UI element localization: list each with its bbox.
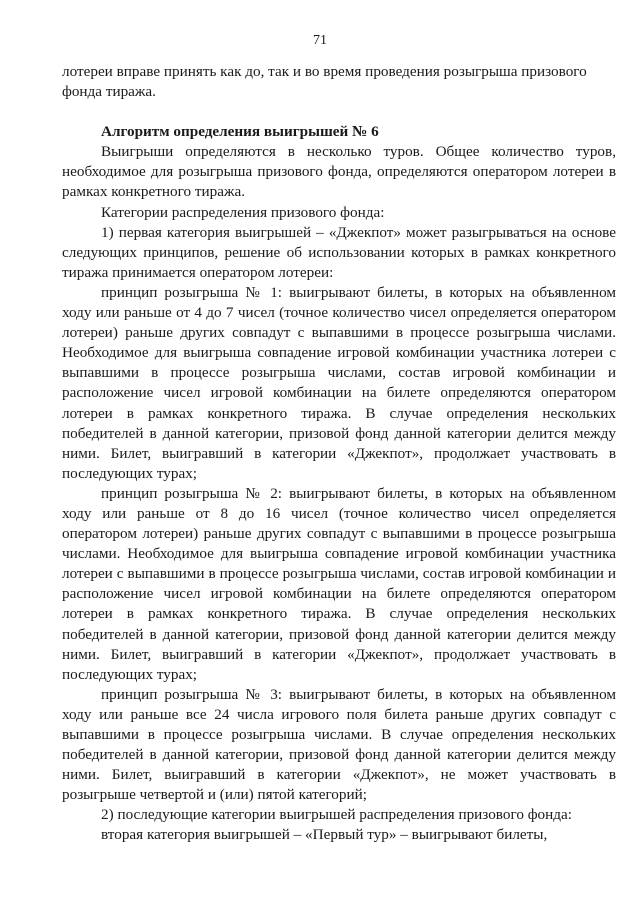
page-number: 71 — [313, 33, 327, 48]
paragraph-principle-1: принцип розыгрыша № 1: выигрывают билеты, в которых на объявленном ходу или раньше от 4 до 7 чисел (точное количество чисел определяется оператором лотереи) раньше других совпадут с выпавшими в процессе розыгрыша числами. Необходимое для выигрыша совпадение игровой комбинации участника лотереи с выпавшими в процессе розыгрыша числами, состав игровой комбинации и расположение чисел игровой комбинации на билете определяются оператором лотереи в рамках конкретного тиража. В случае определения нескольких победителей в данной категории, призовой фонд данной категории делится между ними. Билет, выигравший в категории «Джекпот», продолжает участвовать в последующих турах; — [62, 283, 616, 482]
paragraph-principle-2: принцип розыгрыша № 2: выигрывают билеты, в которых на объявленном ходу или раньше от 8 до 16 чисел (точное количество чисел определяется оператором лотереи) раньше других совпадут с выпавшими в процессе розыгрыша числами. Необходимое для выигрыша совпадение игровой комбинации участника лотереи с выпавшими в процессе розыгрыша числами, состав игровой комбинации и расположение чисел игровой комбинации на билете определяются оператором лотереи в рамках конкретного тиража. В случае определения нескольких победителей в данной категории, призовой фонд данной категории делится между ними. Билет, выигравший в категории «Джекпот», продолжает участвовать в последующих турах; — [62, 484, 616, 683]
paragraph-rounds: Выигрыши определяются в несколько туров. Общее количество туров, необходимое для розыгрыша призового фонда, определяются оператором лотереи в рамках конкретного тиража. — [62, 143, 616, 201]
paragraph-categories-intro: Категории распределения призового фонда: — [101, 203, 385, 221]
paragraph-continuation: лотереи вправе принять как до, так и во время проведения розыгрыша призового фонда тиража. — [62, 63, 587, 101]
document-body — [62, 62, 616, 846]
paragraph-second-category: вторая категория выигрышей – «Первый тур» – выигрывают билеты, — [101, 826, 548, 844]
section-heading: Алгоритм определения выигрышей № 6 — [101, 123, 379, 141]
paragraph-first-category: 1) первая категория выигрышей – «Джекпот» может разыгрываться на основе следующих принципов, решение об использовании которых в рамках конкретного тиража принимается оператором лотереи: — [62, 223, 616, 281]
paragraph-principle-3: принцип розыгрыша № 3: выигрывают билеты, в которых на объявленном ходу или раньше все 24 числа игрового поля билета раньше других совпадут с выпавшими в процессе розыгрыша числами. В случае определения нескольких победителей в данной категории, призовой фонд данной категории делится между ними. Билет, выигравший в категории «Джекпот», не может участвовать в розыгрыше четвертой и (или) пятой категорий; — [62, 685, 616, 804]
paragraph-subsequent-categories: 2) последующие категории выигрышей распределения призового фонда: — [101, 806, 572, 824]
